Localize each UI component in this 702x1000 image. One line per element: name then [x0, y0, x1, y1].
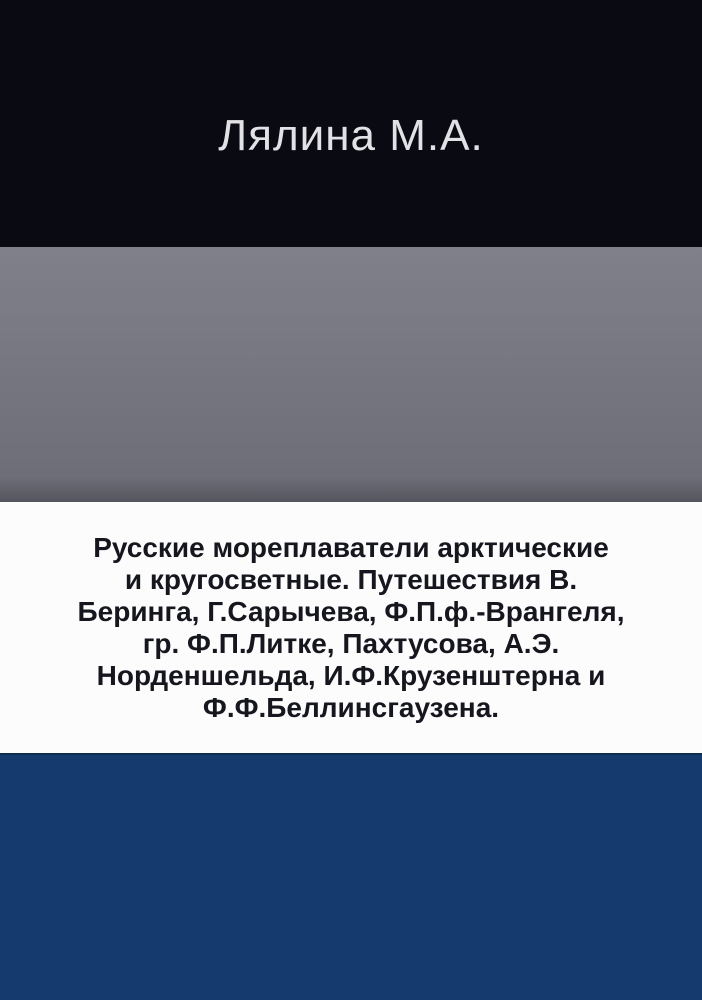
title-line: Норденшельда, И.Ф.Крузенштерна и: [96, 659, 606, 691]
gray-spacer-band: [0, 247, 702, 502]
title-line: Русские мореплаватели арктические: [93, 531, 609, 563]
title-line: гр. Ф.П.Литке, Пахтусова, А.Э.: [142, 627, 560, 659]
bottom-band: [0, 753, 702, 1000]
author-name: Лялина М.А.: [218, 111, 484, 160]
title-line: Беринга, Г.Сарычева, Ф.П.ф.-Врангеля,: [77, 595, 625, 627]
title-band: [0, 502, 702, 753]
title-line: Ф.Ф.Беллинсгаузена.: [202, 691, 500, 723]
title-line: и кругосветные. Путешествия В.: [124, 563, 578, 595]
author-band: [0, 0, 702, 247]
book-title: [78, 532, 625, 724]
